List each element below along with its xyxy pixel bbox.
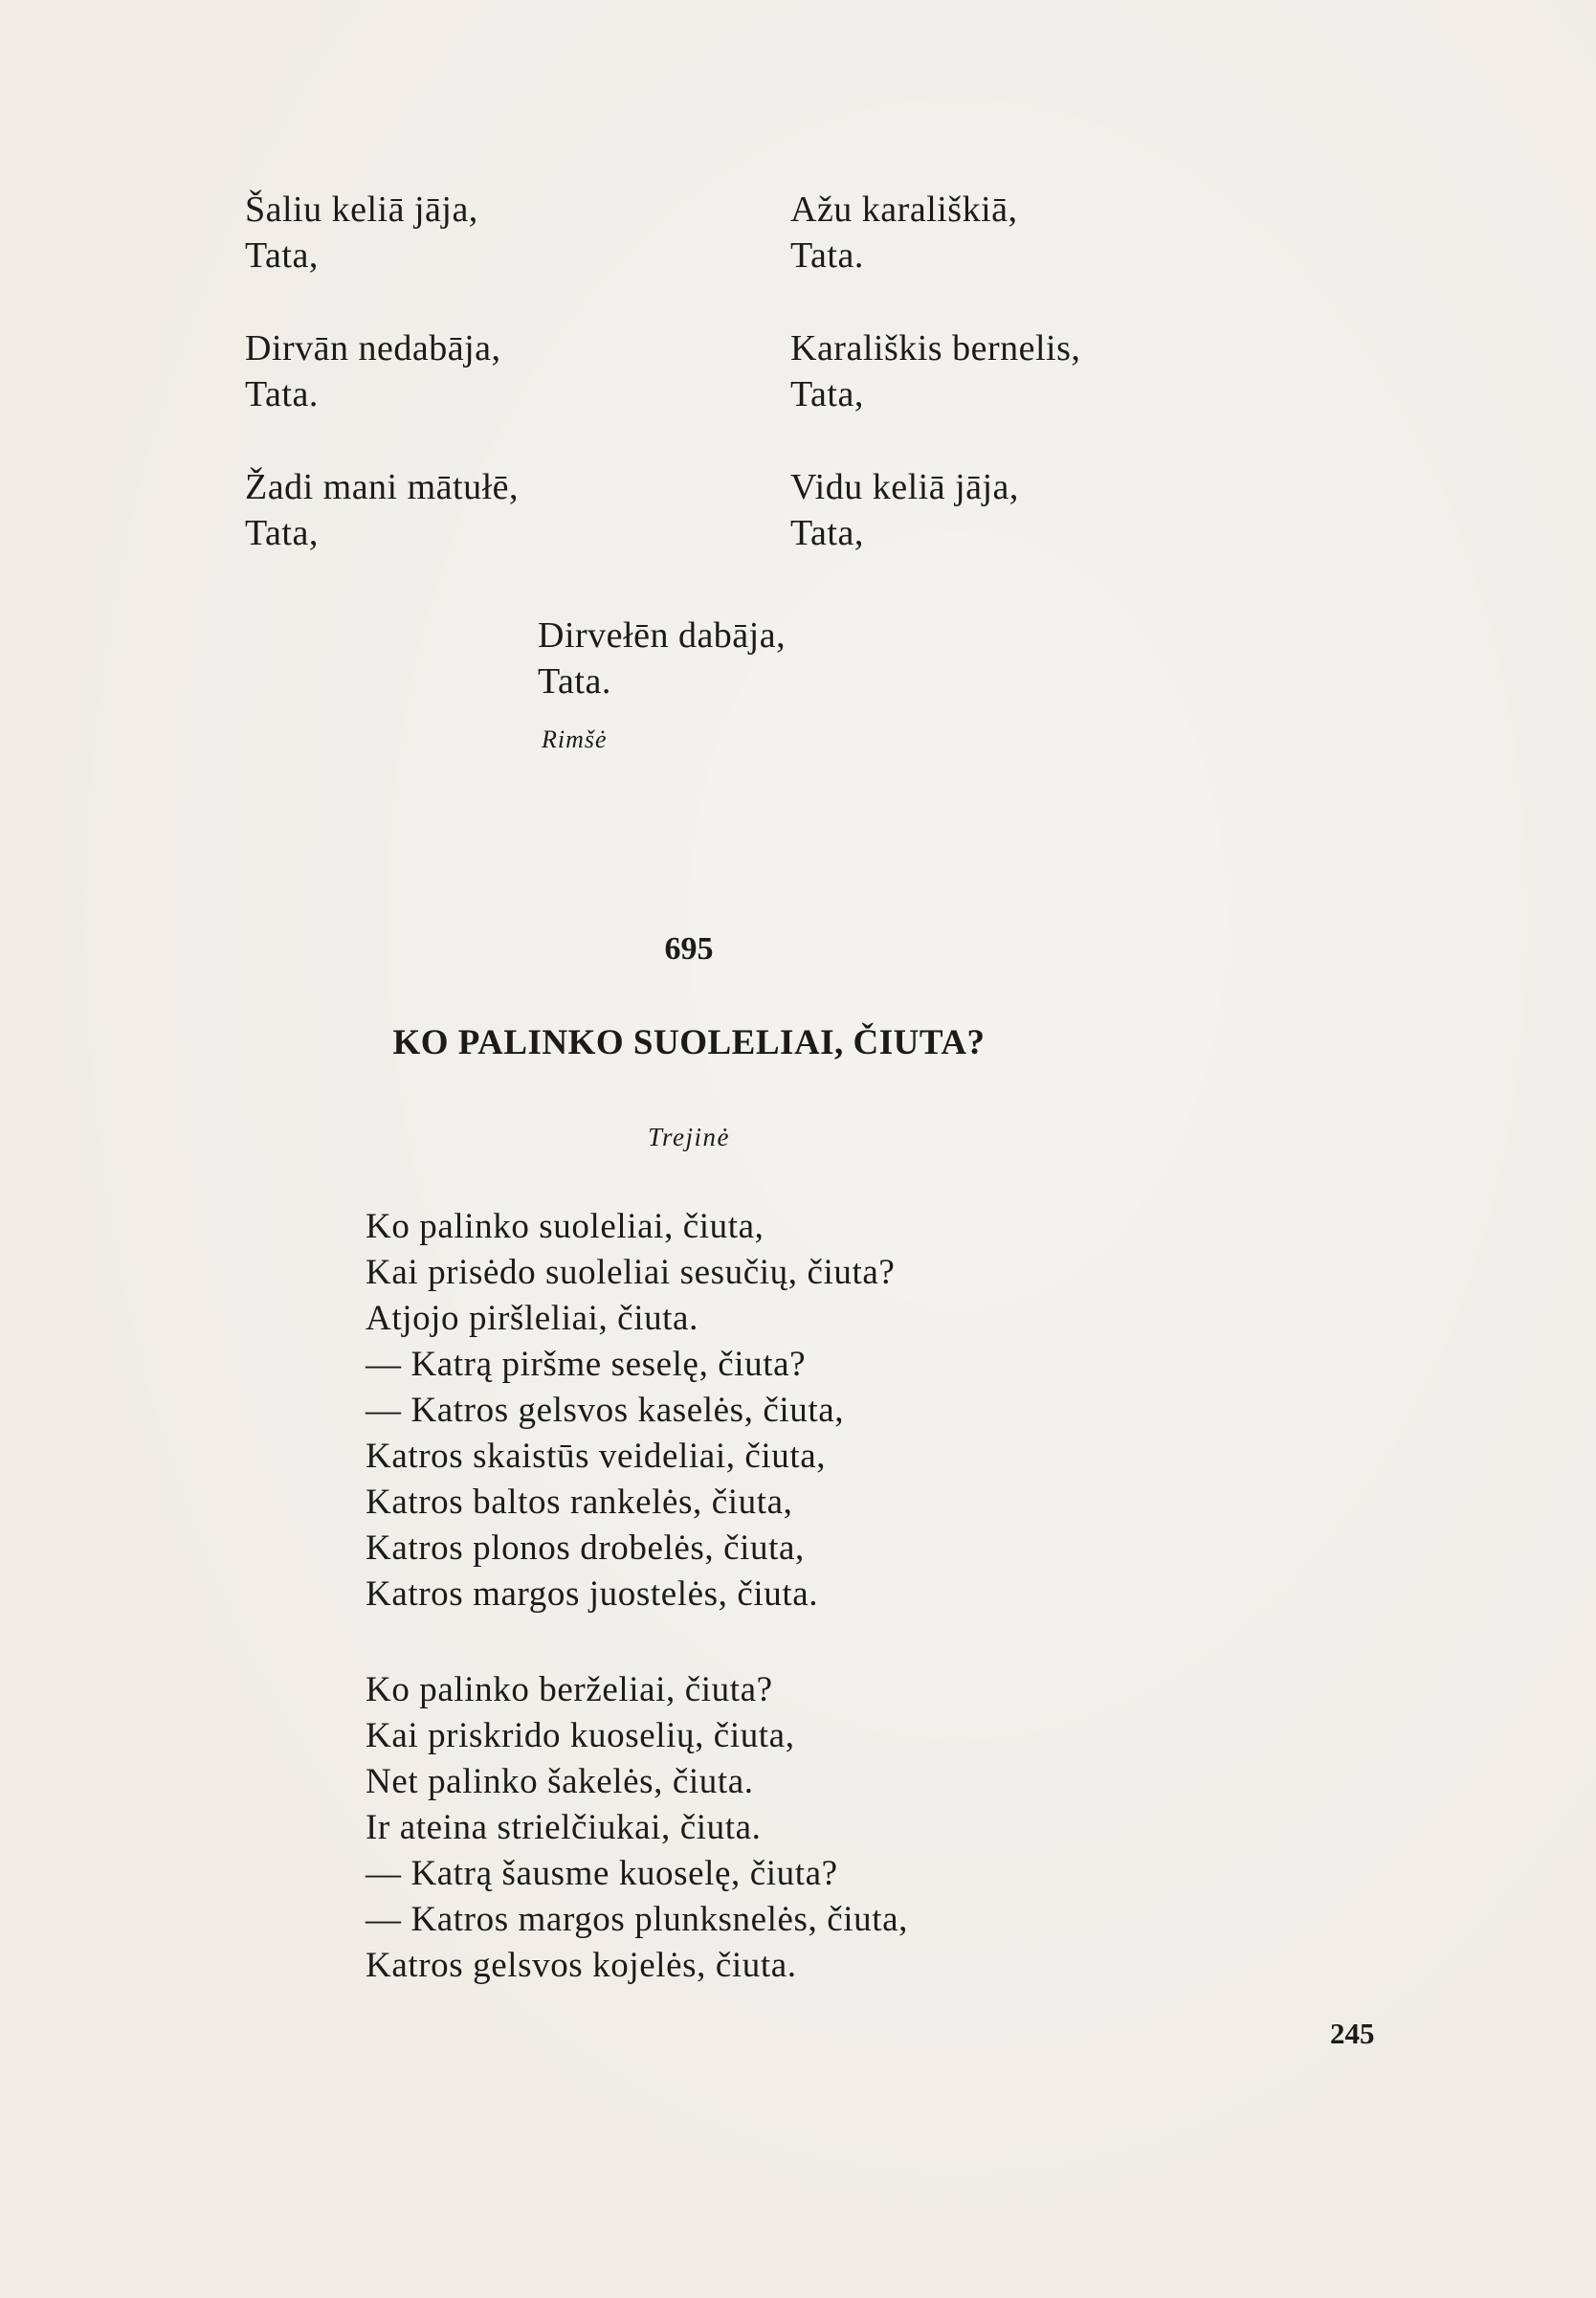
verse-line: Šaliu keliā jāja, (245, 190, 478, 230)
verse-line: Kai prisėdo suoleliai sesučių, čiuta? (366, 1253, 896, 1292)
stanza (790, 187, 1080, 279)
verse-line: Ko palinko berželiai, čiuta? (366, 1670, 773, 1709)
verse-line: Katros skaistūs veideliai, čiuta, (366, 1437, 827, 1476)
page-number: 245 (1330, 2017, 1375, 2050)
top-song-right-column (790, 187, 1080, 603)
verse-line: Ažu karališkiā, (790, 190, 1018, 230)
verse-line: Tata, (790, 513, 864, 553)
song-title: KO PALINKO SUOLELIAI, ČIUTA? (392, 1023, 986, 1062)
verse-line: — Katrą šausme kuoselę, čiuta? (366, 1854, 838, 1893)
verse-block (366, 1204, 895, 1618)
verse-line: Net palinko šakelės, čiuta. (366, 1762, 754, 1801)
verse-line: Tata. (538, 661, 611, 702)
verse-line: Katros baltos rankelės, čiuta, (366, 1483, 793, 1522)
verse-line: Atjojo piršleliai, čiuta. (366, 1299, 698, 1338)
verse-line: Tata, (245, 513, 319, 553)
stanza (245, 187, 519, 279)
verse-line: Tata, (245, 235, 319, 276)
verse-line: Katros plonos drobelės, čiuta, (366, 1528, 805, 1568)
stanza (245, 325, 519, 417)
verse-block (366, 1667, 908, 1989)
verse-line: Tata, (790, 374, 864, 414)
verse-line: Tata. (245, 374, 319, 414)
verse-line: Dirvān nedabāja, (245, 328, 501, 368)
song-number: 695 (664, 931, 714, 967)
top-song-closing-stanza (538, 613, 786, 704)
song-subtitle: Trejinė (647, 1123, 730, 1151)
verse-line: Dirvełēn dabāja, (538, 615, 787, 656)
stanza (790, 464, 1080, 556)
verse-line: — Katrą piršme seselę, čiuta? (366, 1345, 807, 1384)
verse-line: Žadi mani mātułē, (245, 467, 520, 507)
verse-line: — Katros gelsvos kaselės, čiuta, (366, 1391, 845, 1430)
verse-line: Katros gelsvos kojelės, čiuta. (366, 1946, 797, 1985)
top-song-left-column (245, 187, 519, 603)
verse-line: Katros margos juostelės, čiuta. (366, 1574, 819, 1614)
verse-line: Ir ateina strielčiukai, čiuta. (366, 1808, 762, 1847)
verse-line: — Katros margos plunksnelės, čiuta, (366, 1900, 909, 1939)
stanza (245, 464, 519, 556)
verse-line: Tata. (790, 235, 864, 276)
verse-line: Karališkis bernelis, (790, 328, 1081, 368)
verse-line: Kai priskrido kuoselių, čiuta, (366, 1716, 795, 1755)
verse-line: Vidu keliā jāja, (790, 467, 1019, 507)
verse-line: Ko palinko suoleliai, čiuta, (366, 1207, 765, 1246)
stanza (790, 325, 1080, 417)
song-author: Rimšė (542, 725, 608, 753)
